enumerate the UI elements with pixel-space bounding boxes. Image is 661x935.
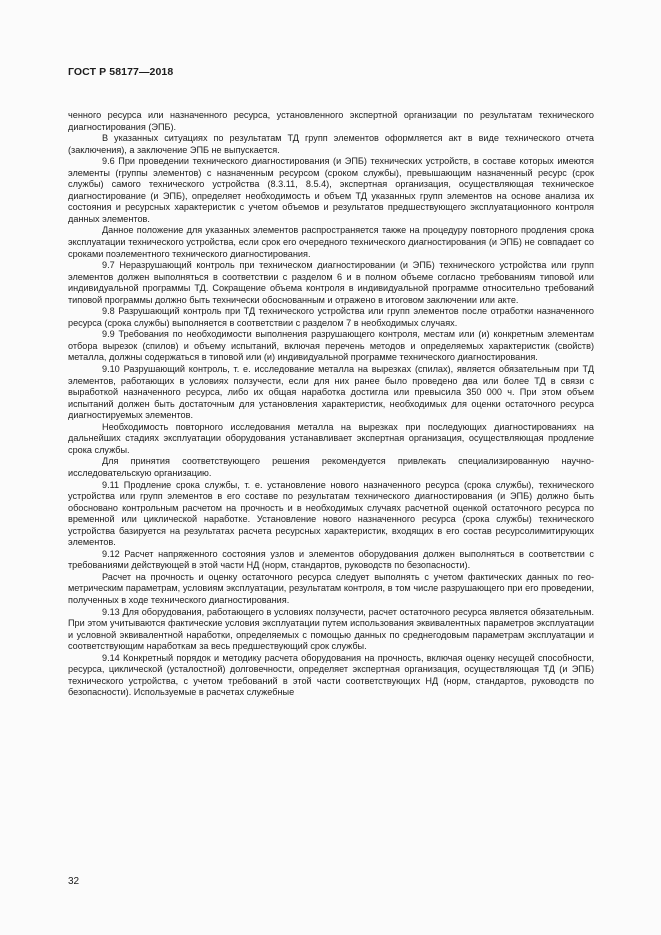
paragraph: Для принятия соответствующего решения рекомендуется привлекать специализированную научно-исследовательскую организацию. [68,456,594,478]
paragraph: 9.7 Неразрушающий контроль при техническом диагностировании (и ЭПБ) технического устройства или групп элементов должен выполняться в соответствии с разделом 6 и в полном объеме согласно требованиям типовой или индивидуальной программы ТД. Сокращение объема контроля в индивидуальной программе относительно требований типовой программы должно быть технически обоснованным и отражено в итоговом заключении или акте. [68,260,594,305]
paragraph: 9.9 Требования по необходимости выполнения разрушающего контроля, местам или (и) конкретным элементам отбора вырезок (спилов) и объему испытаний, включая перечень методов и определяемых характеристик (свойств) металла, должны содержаться в типовой или (и) индивидуальной программе технического диагностирования. [68,329,594,363]
paragraph: 9.10 Разрушающий контроль, т. е. исследование металла на вырезках (спилах), является обязательным при ТД элементов, работающих в условиях ползучести, если для них ранее было проведено два или более ТД в связи с выработкой назначенного ресурса, либо их общая наработка достигла или превысила 350 000 ч. При этом объем испытаний должен быть достаточным для установления характеристик, необходимых для оценки остаточного ресурса диагностируемых элементов. [68,364,594,421]
paragraph: 9.14 Конкретный порядок и методику расчета оборудования на прочность, включая оценку несущей способности, ресурса, циклической (усталостной) долговечности, определяет экспертная организация, осуществляющая ТД (и ЭПБ) технического устройства, с учетом требований в этой части соответствующих НД (норм, стандартов, руководств по безопасности). Используемые в расчетах служебные [68,652,594,698]
paragraph: 9.13 Для оборудования, работающего в условиях ползучести, расчет остаточного ресурса является обязательным. При этом учитываются фактические условия эксплуатации путем использования эквивалентных параметров эксплуатации и условной эквивалентной наработки, определяемых с помощью данных по среднегодовым параметрам эксплуатации и соответствующим наработкам за весь предшествующий срок службы. [68,606,594,652]
paragraph: Данное положение для указанных элементов распространяется также на процедуру повторного продления срока эксплуатации технического устройства, если срок его очередного технического диагностирования (и ЭПБ) не совпадает со сроками поэлементного технического диагностирования. [68,225,594,259]
paragraph: 9.6 При проведении технического диагностирования (и ЭПБ) технических устройств, в составе которых имеются элементы (группы элементов) с назначенным ресурсом (сроком службы), превышающим назначенный ресурс (срок службы) самого технического устройства (8.3.11, 8.5.4), экспертная организация, осуществляющая техническое диагностирование (и ЭПБ), определяет необходимость и объем ТД указанных групп элементов на основе анализа их состояния и ресурсных характеристик с учетом объемов и результатов предшествующего эксплуатационного контроля данных элементов. [68,156,594,224]
paragraph: ченного ресурса или назначенного ресурса, установленного экспертной организации по результатам технического диагностирования (ЭПБ). [68,110,594,132]
paragraph: Расчет на прочность и оценку остаточного ресурса следует выполнять с учетом фактических данных по геометрическим параметрам, условиям эксплуатации, результатам контроля, в том числе разрушающего при его проведении, полученных в ходе технического диагностирования. [68,571,594,605]
paragraph: Необходимость повторного исследования металла на вырезках при последующих диагностированиях на дальнейших стадиях эксплуатации оборудования устанавливает экспертная организация, осуществляющая продление срока службы. [68,421,594,455]
body-text [68,110,594,699]
page-number: 32 [68,876,80,887]
standard-header: ГОСТ Р 58177—2018 [68,66,174,78]
paragraph: В указанных ситуациях по результатам ТД групп элементов оформляется акт в виде технического отчета (заключения), а заключение ЭПБ не выпускается. [68,133,594,155]
paragraph: 9.8 Разрушающий контроль при ТД технического устройства или групп элементов после отработки назначенного ресурса (срока службы) выполняется в соответствии с разделом 7 в необходимых случаях. [68,306,594,328]
paragraph: 9.11 Продление срока службы, т. е. установление нового назначенного ресурса (срока службы), технического устройства или групп элементов в его составе по результатам технического диагностирования (и ЭПБ) должно быть обосновано контрольным расчетом на прочность и в необходимых случаях расчетной оценкой остаточного ресурса по временной или циклической наработке. Установление нового назначенного ресурса (срока службы) технического устройства базируется на результатах расчета ресурсных характеристик, входящих в его состав ресурсолимитирующих элементов. [68,479,594,548]
paragraph: 9.12 Расчет напряженного состояния узлов и элементов оборудования должен выполняться в соответствии с требованиями действующей в этой части НД (норм, стандартов, руководств по безопасности). [68,548,594,571]
